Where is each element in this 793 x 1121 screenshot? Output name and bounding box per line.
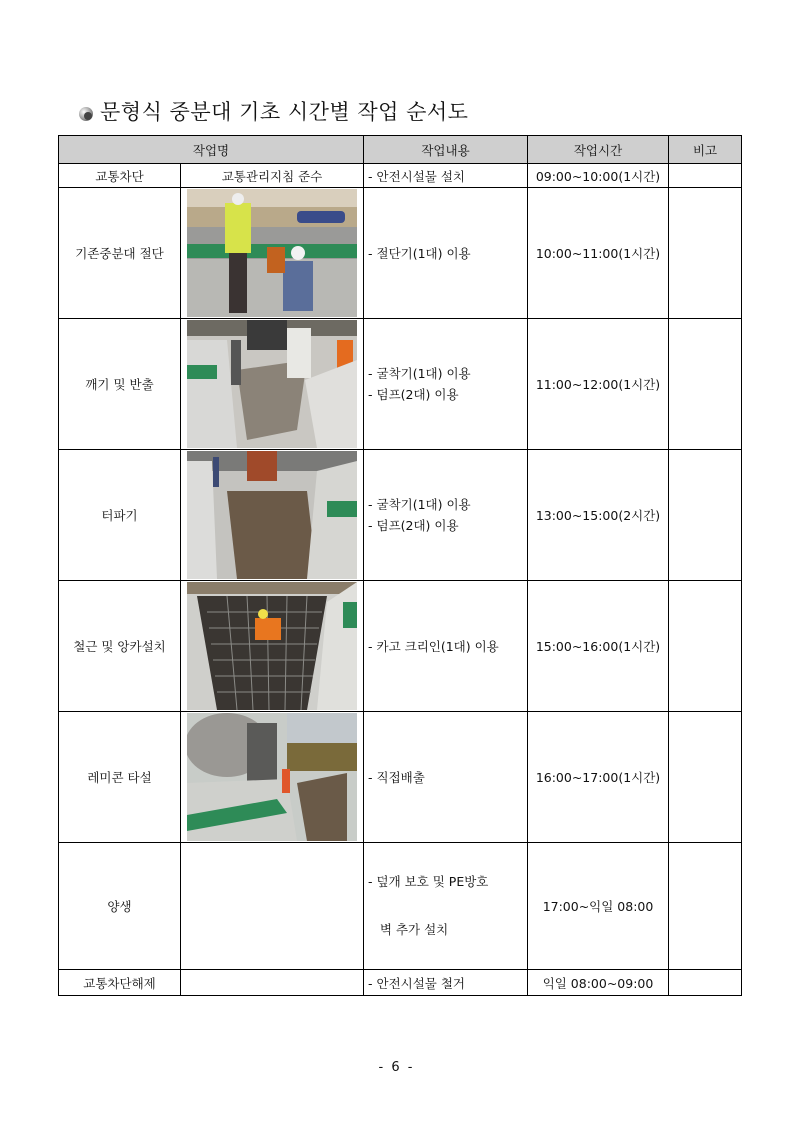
task-name: 레미콘 타설 [59, 712, 181, 843]
page-title [78, 96, 468, 126]
header-time: 작업시간 [528, 136, 669, 164]
trench-excavation-photo [187, 451, 357, 579]
task-time: 11:00~12:00(1시간) [528, 319, 669, 450]
task-time: 17:00~익일 08:00 [528, 843, 669, 970]
task-note [669, 843, 742, 970]
task-subtitle: 교통관리지침 준수 [181, 164, 364, 188]
task-content: - 카고 크리인(1대) 이용 [364, 581, 528, 712]
table-row [59, 188, 742, 319]
task-content: - 안전시설물 설치 [364, 164, 528, 188]
task-content-line: - 굴착기(1대) 이용 [368, 497, 471, 512]
table-row [59, 843, 742, 970]
table-row [59, 970, 742, 996]
header-task: 작업명 [59, 136, 364, 164]
header-content: 작업내용 [364, 136, 528, 164]
task-name: 교통차단 [59, 164, 181, 188]
task-content: - 안전시설물 철거 [364, 970, 528, 996]
task-content-line: - 덮개 보호 및 PE방호 [368, 874, 489, 889]
table-row [59, 712, 742, 843]
task-time: 익일 08:00~09:00 [528, 970, 669, 996]
concrete-pouring-photo [187, 713, 357, 841]
task-time: 10:00~11:00(1시간) [528, 188, 669, 319]
worker-cutting-barrier-photo [187, 189, 357, 317]
task-content-line: 벽 추가 설치 [368, 922, 449, 937]
task-note [669, 319, 742, 450]
circle-bullet-icon [78, 103, 94, 119]
task-name: 철근 및 앙카설치 [59, 581, 181, 712]
task-content: - 직접배출 [364, 712, 528, 843]
task-note [669, 581, 742, 712]
table-row [59, 450, 742, 581]
task-name: 터파기 [59, 450, 181, 581]
table-header-row [59, 136, 742, 164]
task-name: 기존중분대 절단 [59, 188, 181, 319]
rebar-installation-photo [187, 582, 357, 710]
work-sequence-table [58, 135, 742, 996]
task-time: 16:00~17:00(1시간) [528, 712, 669, 843]
excavator-breaking-photo [187, 320, 357, 448]
task-note [669, 450, 742, 581]
header-note: 비고 [669, 136, 742, 164]
task-time: 15:00~16:00(1시간) [528, 581, 669, 712]
task-content-line: - 덤프(2대) 이용 [368, 387, 459, 402]
task-note [669, 712, 742, 843]
task-content: - 절단기(1대) 이용 [364, 188, 528, 319]
table-row [59, 581, 742, 712]
task-time: 09:00~10:00(1시간) [528, 164, 669, 188]
task-content-line: - 덤프(2대) 이용 [368, 518, 459, 533]
task-note [669, 188, 742, 319]
task-time: 13:00~15:00(2시간) [528, 450, 669, 581]
task-name: 교통차단해제 [59, 970, 181, 996]
page-title-text: 문형식 중분대 기초 시간별 작업 순서도 [100, 100, 469, 124]
table-row [59, 164, 742, 188]
task-note [669, 970, 742, 996]
page-number: - 6 - [378, 1060, 415, 1075]
table-row [59, 319, 742, 450]
task-content-line: - 굴착기(1대) 이용 [368, 366, 471, 381]
task-name: 깨기 및 반출 [59, 319, 181, 450]
task-name: 양생 [59, 843, 181, 970]
task-note [669, 164, 742, 188]
